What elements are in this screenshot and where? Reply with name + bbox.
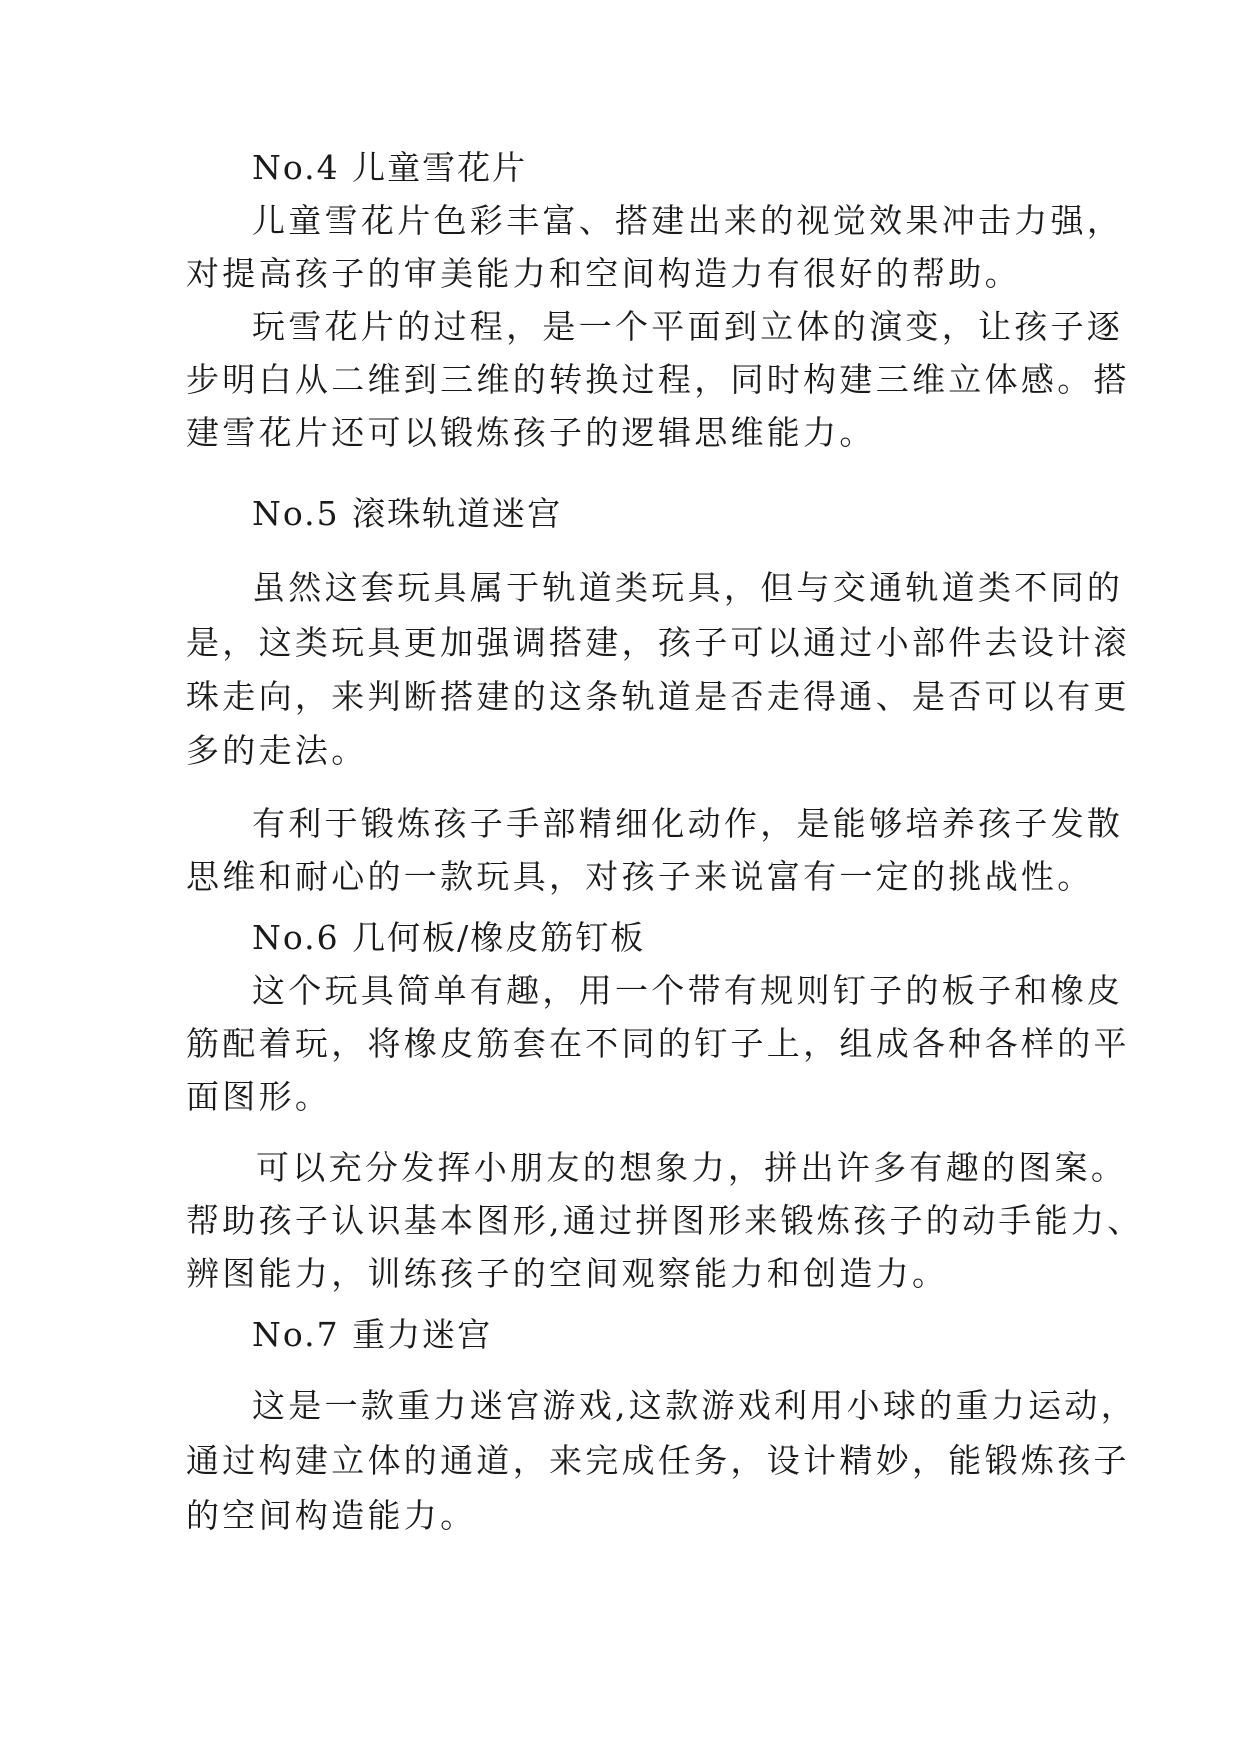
paragraph-line: 帮助孩子认识基本图形,通过拼图形来锻炼孩子的动手能力、 (186, 1201, 1144, 1240)
paragraph-line: 这是一款重力迷宫游戏,这款游戏利用小球的重力运动， (252, 1386, 1137, 1425)
paragraph-line: 虽然这套玩具属于轨道类玩具，但与交通轨道类不同的 (252, 568, 1124, 607)
paragraph-line: 的空间构造能力。 (186, 1496, 477, 1535)
paragraph-line: 建雪花片还可以锻炼孩子的逻辑思维能力。 (186, 413, 876, 452)
paragraph-line: 可以充分发挥小朋友的想象力，拼出许多有趣的图案。 (256, 1148, 1128, 1187)
section-heading-no5: No.5 滚珠轨道迷宫 (252, 494, 563, 533)
paragraph-line: 珠走向，来判断搭建的这条轨道是否走得通、是否可以有更 (186, 677, 1130, 716)
paragraph-line: 对提高孩子的审美能力和空间构造力有很好的帮助。 (186, 254, 1021, 293)
paragraph-line: 筋配着玩，将橡皮筋套在不同的钉子上，组成各种各样的平 (186, 1024, 1130, 1063)
paragraph-line: 思维和耐心的一款玩具，对孩子来说富有一定的挑战性。 (186, 857, 1094, 896)
paragraph-line: 多的走法。 (186, 731, 368, 770)
paragraph-line: 儿童雪花片色彩丰富、搭建出来的视觉效果冲击力强， (252, 201, 1124, 240)
section-heading-no6: No.6 几何板/橡皮筋钉板 (252, 918, 646, 957)
section-heading-no4: No.4 儿童雪花片 (252, 148, 528, 187)
paragraph-line: 辨图能力，训练孩子的空间观察能力和创造力。 (186, 1254, 949, 1293)
paragraph-line: 步明白从二维到三维的转换过程，同时构建三维立体感。搭 (186, 360, 1130, 399)
paragraph-line: 是，这类玩具更加强调搭建，孩子可以通过小部件去设计滚 (186, 623, 1130, 662)
paragraph-line: 玩雪花片的过程，是一个平面到立体的演变，让孩子逐 (252, 307, 1124, 346)
paragraph-line: 这个玩具简单有趣，用一个带有规则钉子的板子和橡皮 (252, 971, 1124, 1010)
section-heading-no7: No.7 重力迷宫 (252, 1315, 493, 1354)
paragraph-line: 通过构建立体的通道，来完成任务，设计精妙，能锻炼孩子 (186, 1441, 1130, 1480)
paragraph-line: 面图形。 (186, 1077, 332, 1116)
paragraph-line: 有利于锻炼孩子手部精细化动作，是能够培养孩子发散 (252, 804, 1124, 843)
